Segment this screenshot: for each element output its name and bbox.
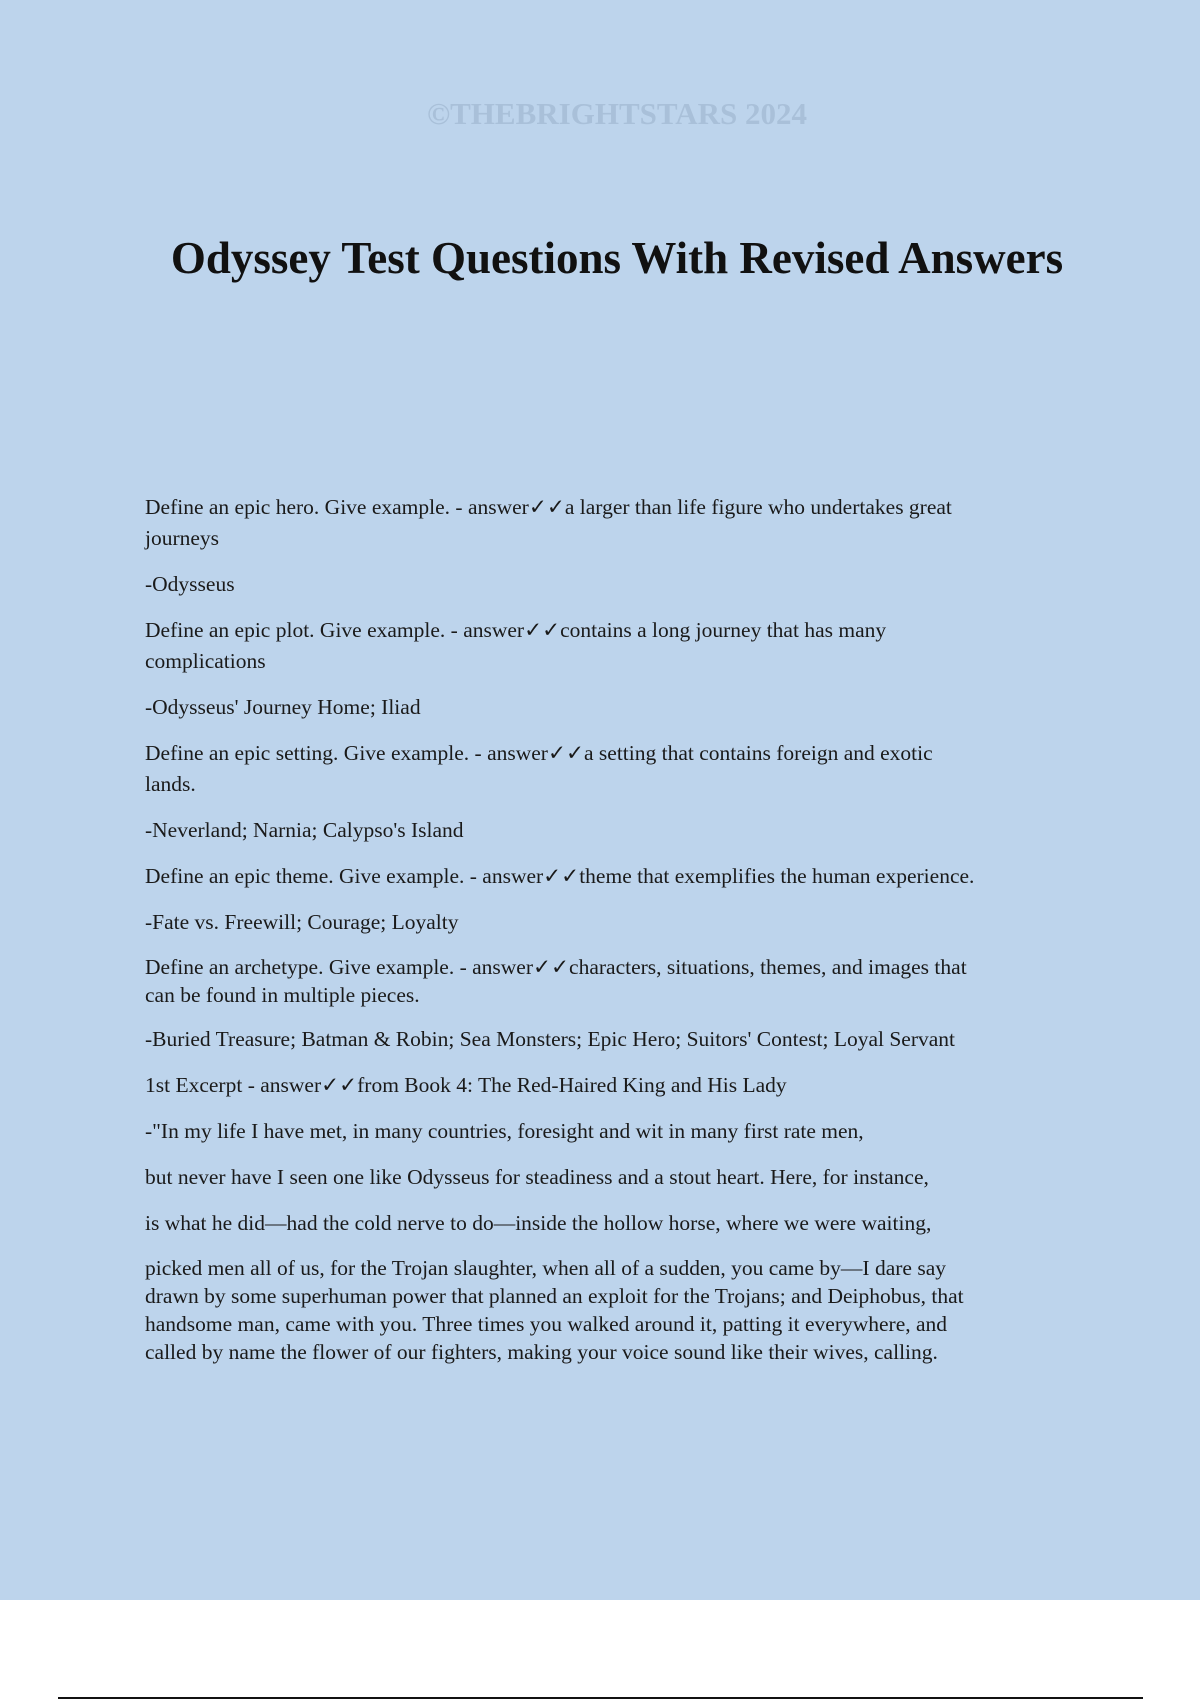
text-line: drawn by some superhuman power that planned an exploit for the Trojans; and Deiphobus, that xyxy=(145,1284,964,1308)
text-line: journeys xyxy=(145,526,220,550)
watermark: ©THEBRIGHTSTARS 2024 xyxy=(426,96,808,131)
text-line: -Neverland; Narnia; Calypso's Island xyxy=(145,818,464,842)
document-title: Odyssey Test Questions With Revised Answers xyxy=(170,233,1064,283)
paragraph-epic-setting-example xyxy=(145,815,1085,846)
footer-divider xyxy=(58,1697,1143,1699)
text-line: 1st Excerpt - answer✓✓from Book 4: The Red-Haired King and His Lady xyxy=(145,1073,787,1097)
paragraph-epic-hero xyxy=(145,492,1085,554)
text-line: called by name the flower of our fighters, making your voice sound like their wives, calling. xyxy=(145,1340,938,1364)
text-line: -Odysseus xyxy=(145,572,235,596)
text-line: complications xyxy=(145,649,266,673)
paragraph-epic-plot-example xyxy=(145,692,1085,723)
text-line: -Buried Treasure; Batman & Robin; Sea Monsters; Epic Hero; Suitors' Contest; Loyal Servant xyxy=(145,1027,956,1051)
text-line: lands. xyxy=(145,772,196,796)
paragraph-archetype-example xyxy=(145,1024,1085,1055)
paragraph-epic-plot xyxy=(145,615,1085,677)
text-line: handsome man, came with you. Three times you walked around it, patting it everywhere, and xyxy=(145,1312,948,1336)
text-line: picked men all of us, for the Trojan slaughter, when all of a sudden, you came by—I dare say xyxy=(145,1256,947,1280)
paragraph-first-excerpt xyxy=(145,1070,1085,1101)
text-line: Define an epic setting. Give example. - answer✓✓a setting that contains foreign and exotic xyxy=(145,741,933,765)
text-line: but never have I seen one like Odysseus for steadiness and a stout heart. Here, for instance, xyxy=(145,1165,929,1189)
text-line: Define an epic plot. Give example. - answer✓✓contains a long journey that has many xyxy=(145,618,887,642)
paragraph-excerpt-line-2 xyxy=(145,1162,1085,1193)
paragraph-epic-theme-example xyxy=(145,907,1085,938)
paragraph-epic-theme xyxy=(145,861,1085,892)
text-line: -"In my life I have met, in many countries, foresight and wit in many first rate men, xyxy=(145,1119,864,1143)
paragraph-excerpt-line-4 xyxy=(145,1254,1085,1366)
paragraph-excerpt-line-1 xyxy=(145,1116,1085,1147)
paragraph-epic-setting xyxy=(145,738,1085,800)
text-line: -Fate vs. Freewill; Courage; Loyalty xyxy=(145,910,459,934)
text-line: Define an epic theme. Give example. - answer✓✓theme that exemplifies the human experience. xyxy=(145,864,975,888)
text-line: Define an archetype. Give example. - answer✓✓characters, situations, themes, and images that xyxy=(145,955,967,979)
text-line: can be found in multiple pieces. xyxy=(145,983,420,1007)
text-line: -Odysseus' Journey Home; Iliad xyxy=(145,695,421,719)
text-line: is what he did—had the cold nerve to do—inside the hollow horse, where we were waiting, xyxy=(145,1211,932,1235)
document-body xyxy=(145,492,1085,1381)
paragraph-excerpt-line-3 xyxy=(145,1208,1085,1239)
text-line: Define an epic hero. Give example. - answer✓✓a larger than life figure who undertakes great xyxy=(145,495,952,519)
paragraph-epic-hero-example xyxy=(145,569,1085,600)
paragraph-archetype xyxy=(145,953,1085,1009)
